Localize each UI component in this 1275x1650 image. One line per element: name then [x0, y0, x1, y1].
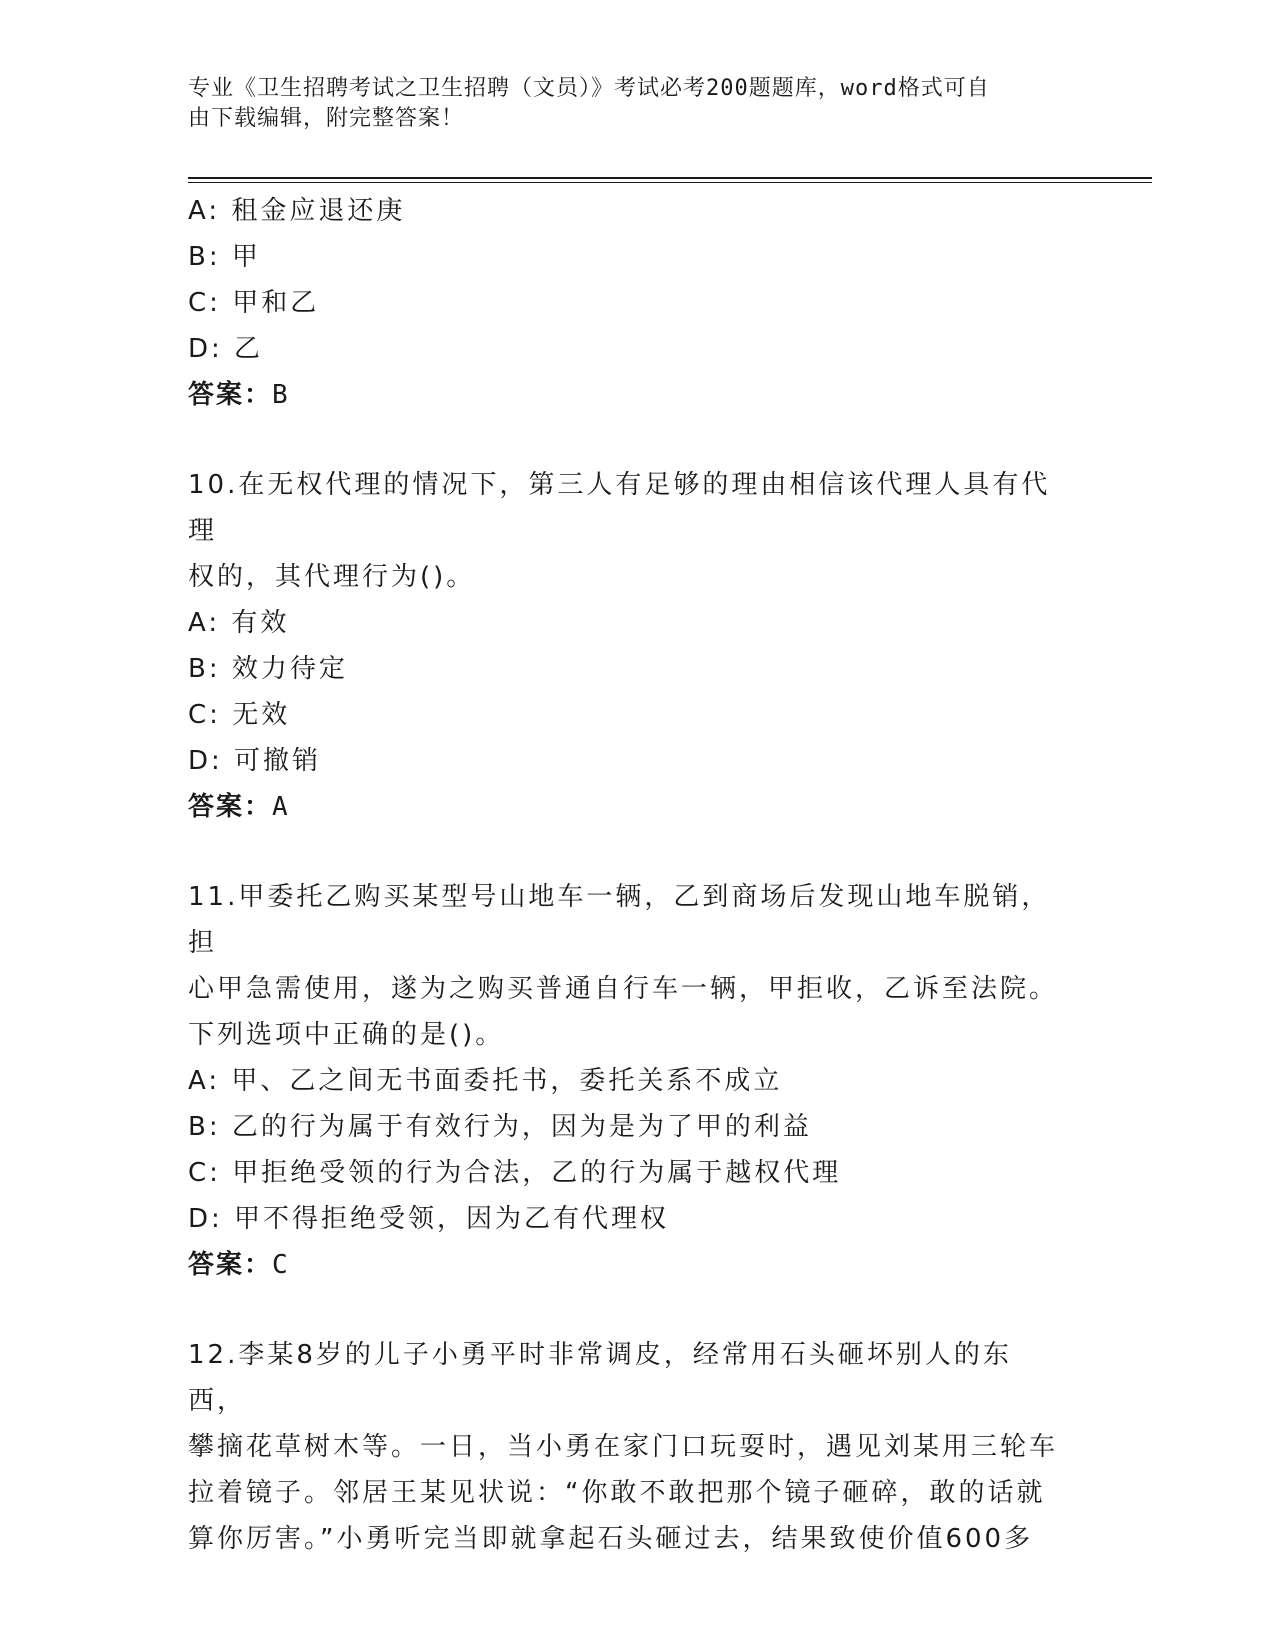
question-text: 11.甲委托乙购买某型号山地车一辆，乙到商场后发现山地车脱销，担 心甲急需使用，遂为之购买普通自行车一辆，甲拒收，乙诉至法院。 下列选项中正确的是()。 [188, 882, 1059, 1050]
option-d: D: 甲不得拒绝受领，因为乙有代理权 [188, 1204, 670, 1234]
header-divider-thin [188, 182, 1152, 183]
option-b: B: 甲 [188, 242, 261, 272]
option-c: C: 无效 [188, 700, 291, 730]
document-body [188, 188, 1088, 1562]
question-11 [188, 874, 1088, 1288]
header-divider-thick [188, 177, 1152, 179]
question-text: 10.在无权代理的情况下，第三人有足够的理由相信该代理人具有代理 权的，其代理行为()。 [188, 470, 1051, 592]
option-a: A: 甲、乙之间无书面委托书，委托关系不成立 [188, 1066, 783, 1096]
option-a: A: 有效 [188, 608, 290, 638]
question-12 [188, 1332, 1088, 1562]
option-b: B: 效力待定 [188, 654, 348, 684]
option-d: D: 乙 [188, 334, 264, 364]
question-text: 12.李某8岁的儿子小勇平时非常调皮，经常用石头砸坏别人的东西， 攀摘花草树木等。一日，当小勇在家门口玩耍时，遇见刘某用三轮车 拉着镜子。邻居王某见状说：“你敢不敢把那个镜子砸碎，敢的话就 算你厉害。”小勇听完当即就拿起石头砸过去，结果致使价值600多 [188, 1340, 1059, 1554]
answer-line: 答案：B [188, 380, 290, 410]
header-line-1: 专业《卫生招聘考试之卫生招聘（文员）》考试必考200题题库，word格式可自 [188, 76, 990, 101]
document-header [188, 74, 1068, 134]
answer-line: 答案：C [188, 1250, 290, 1280]
question-10 [188, 462, 1088, 830]
answer-line: 答案：A [188, 792, 290, 822]
option-c: C: 甲和乙 [188, 288, 320, 318]
option-b: B: 乙的行为属于有效行为，因为是为了甲的利益 [188, 1112, 812, 1142]
header-line-2: 由下载编辑，附完整答案！ [188, 106, 465, 131]
option-a: A: 租金应退还庚 [188, 196, 406, 226]
option-d: D: 可撤销 [188, 746, 322, 776]
option-c: C: 甲拒绝受领的行为合法，乙的行为属于越权代理 [188, 1158, 842, 1188]
prev-question-block [188, 188, 1088, 418]
